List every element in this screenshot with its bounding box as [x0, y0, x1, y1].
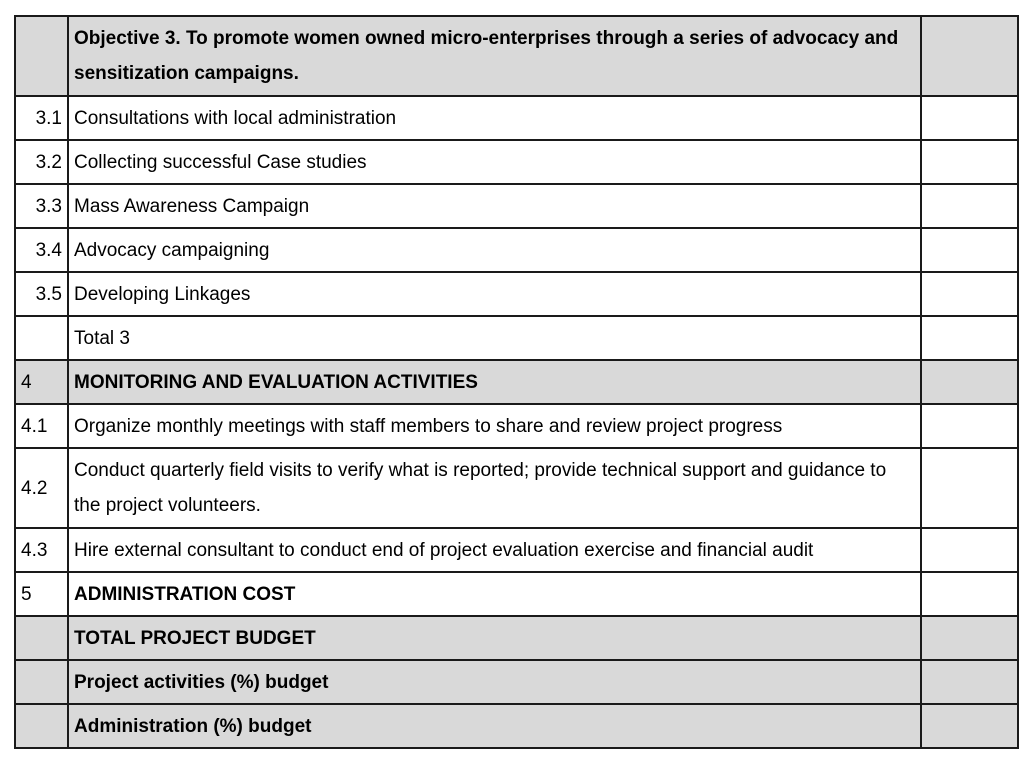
budget-table	[14, 15, 1019, 749]
total-project-budget-row	[15, 616, 1018, 660]
objective-3-header-row	[15, 16, 1018, 96]
amount-cell	[921, 272, 1018, 316]
total-3-label: Total 3	[68, 316, 921, 360]
administration-budget-row	[15, 704, 1018, 748]
section-5-row	[15, 572, 1018, 616]
row-number-cell: 4.3	[15, 528, 68, 572]
row-number-cell	[15, 660, 68, 704]
table-row	[15, 448, 1018, 528]
table-row	[15, 140, 1018, 184]
total-project-budget-label: TOTAL PROJECT BUDGET	[68, 616, 921, 660]
amount-cell	[921, 360, 1018, 404]
row-number-cell	[15, 316, 68, 360]
amount-cell	[921, 404, 1018, 448]
row-number-cell: 4.2	[15, 448, 68, 528]
section-4-title: MONITORING AND EVALUATION ACTIVITIES	[68, 360, 921, 404]
activity-description: Organize monthly meetings with staff members to share and review project progress	[68, 404, 921, 448]
amount-cell	[921, 96, 1018, 140]
activity-description: Developing Linkages	[68, 272, 921, 316]
objective-3-title: Objective 3. To promote women owned micro-enterprises through a series of advocacy and sensitization campaigns.	[68, 16, 921, 96]
amount-cell	[921, 16, 1018, 96]
total-3-row	[15, 316, 1018, 360]
activity-description: Hire external consultant to conduct end of project evaluation exercise and financial audit	[68, 528, 921, 572]
amount-cell	[921, 704, 1018, 748]
amount-cell	[921, 184, 1018, 228]
project-activities-budget-row	[15, 660, 1018, 704]
activity-description: Consultations with local administration	[68, 96, 921, 140]
amount-cell	[921, 572, 1018, 616]
table-row	[15, 228, 1018, 272]
amount-cell	[921, 316, 1018, 360]
amount-cell	[921, 660, 1018, 704]
amount-cell	[921, 616, 1018, 660]
amount-cell	[921, 140, 1018, 184]
administration-budget-label: Administration (%) budget	[68, 704, 921, 748]
row-number-cell: 4.1	[15, 404, 68, 448]
table-row	[15, 404, 1018, 448]
amount-cell	[921, 528, 1018, 572]
table-row	[15, 272, 1018, 316]
table-row	[15, 96, 1018, 140]
row-number-cell: 3.2	[15, 140, 68, 184]
row-number-cell	[15, 16, 68, 96]
row-number-cell: 3.1	[15, 96, 68, 140]
row-number-cell	[15, 704, 68, 748]
row-number-cell: 3.3	[15, 184, 68, 228]
section-5-title: ADMINISTRATION COST	[68, 572, 921, 616]
amount-cell	[921, 448, 1018, 528]
project-activities-budget-label: Project activities (%) budget	[68, 660, 921, 704]
activity-description: Collecting successful Case studies	[68, 140, 921, 184]
section-number: 4	[15, 360, 68, 404]
activity-description: Conduct quarterly field visits to verify what is reported; provide technical support and guidance to the project volunteers.	[68, 448, 921, 528]
row-number-cell: 3.5	[15, 272, 68, 316]
amount-cell	[921, 228, 1018, 272]
activity-description: Mass Awareness Campaign	[68, 184, 921, 228]
activity-description: Advocacy campaigning	[68, 228, 921, 272]
table-row	[15, 184, 1018, 228]
table-row	[15, 528, 1018, 572]
section-number: 5	[15, 572, 68, 616]
section-4-row	[15, 360, 1018, 404]
row-number-cell: 3.4	[15, 228, 68, 272]
row-number-cell	[15, 616, 68, 660]
